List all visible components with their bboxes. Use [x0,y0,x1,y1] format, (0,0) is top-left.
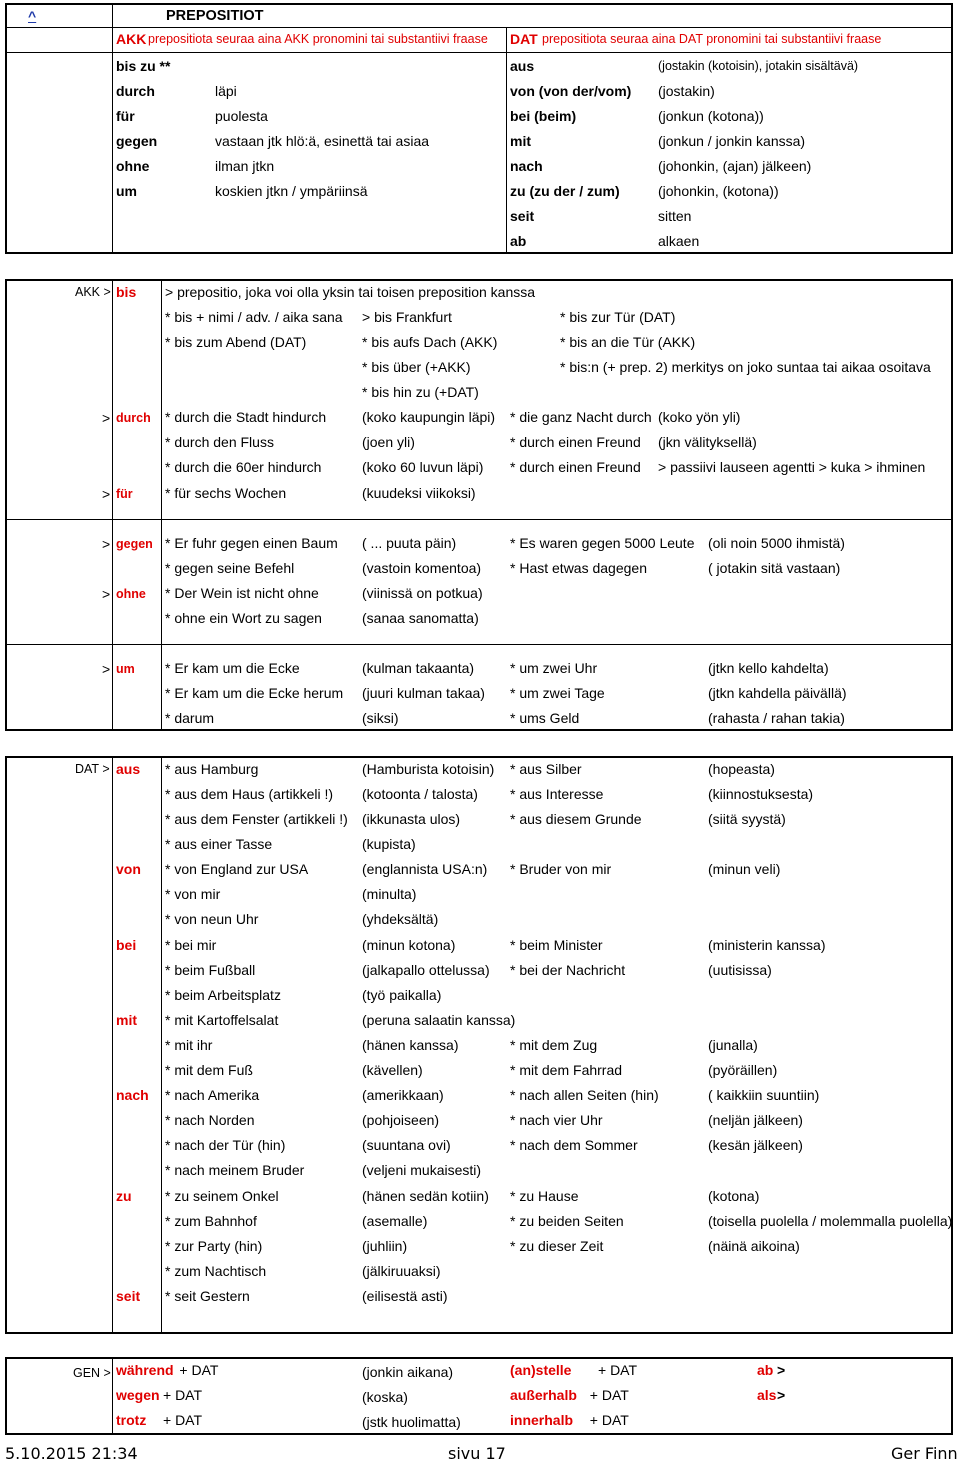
group-marker: > [102,586,111,602]
aus-example: (kupista) [362,836,416,852]
nach-example: * nach meinem Bruder [165,1162,305,1178]
fur-example: (kuudeksi viikoksi) [362,485,476,501]
aus-example: * aus dem Haus (artikkeli !) [165,786,334,802]
prep-label-seit: seit [116,1288,141,1304]
dat-summary-translation: (jostakin (kotoisin), jotakin sisältävä) [658,59,859,73]
gen-arrow: > [777,1387,786,1403]
bei-example: (työ paikalla) [362,987,442,1003]
gen-case: + DAT [179,1362,219,1378]
prep-label-durch: durch [116,411,151,425]
gen-case: + DAT [589,1412,629,1428]
aus-example: * aus einer Tasse [165,836,273,852]
dat-summary-preposition: zu (zu der / zum) [510,183,620,199]
durch-example: (jkn välityksellä) [658,434,757,450]
mit-example: * mit dem Fuß [165,1062,253,1078]
group-marker: > [102,536,111,552]
zu-example: (hänen sedän kotiin) [362,1188,489,1204]
ohne-example: * ohne ein Wort zu sagen [165,610,322,626]
gegen-example: (vastoin komentoa) [362,560,482,576]
akk-header-label: AKK [116,31,147,47]
group-marker: > [102,410,111,426]
prep-label-fur: für [116,487,133,501]
bei-example: (ministerin kanssa) [708,937,826,953]
von-example: (yhdeksältä) [362,911,439,927]
akk-summary-preposition: gegen [116,133,158,149]
von-example: (englannista USA:n) [362,861,488,877]
durch-example: * durch einen Freund [510,434,641,450]
gen-preposition: trotz [116,1412,147,1428]
aus-example: * aus Hamburg [165,761,259,777]
gen-preposition: als [757,1387,777,1403]
dat-summary-translation: (johonkin, (kotona)) [658,183,779,199]
dat-summary-translation: (jonkun (kotona)) [658,108,764,124]
dat-summary-preposition: ab [510,233,527,249]
mit-example: (junalla) [708,1037,758,1053]
zu-example: (jälkiruuaksi) [362,1263,441,1279]
gegen-example: * gegen seine Befehl [165,560,295,576]
von-example: * von mir [165,886,221,902]
gen-arrow: > [777,1362,786,1378]
akk-summary-translation: vastaan jtk hlö:ä, esinettä tai asiaa [215,133,430,149]
bei-example: * bei der Nachricht [510,962,626,978]
durch-example: > passiivi lauseen agentti > kuka > ihminen [658,459,926,475]
nach-example: (suuntana ovi) [362,1137,451,1153]
durch-example: (koko kaupungin läpi) [362,409,496,425]
dat-summary-translation: alkaen [658,233,700,249]
von-example: * Bruder von mir [510,861,612,877]
aus-example: * aus Silber [510,761,582,777]
prep-label-zu: zu [116,1188,132,1204]
nach-example: (amerikkaan) [362,1087,444,1103]
durch-example: (joen yli) [362,434,415,450]
akk-summary-translation: ilman jtkn [215,158,275,174]
durch-example: * die ganz Nacht durch [510,409,652,425]
dat-summary-preposition: von (von der/vom) [510,83,632,99]
prep-label-gegen: gegen [116,537,153,551]
nach-example: * nach dem Sommer [510,1137,638,1153]
um-example: (rahasta / rahan takia) [708,710,845,726]
bei-example: * beim Arbeitsplatz [165,987,281,1003]
gegen-example: ( jotakin sitä vastaan) [708,560,841,576]
durch-example: (koko 60 luvun läpi) [362,459,484,475]
dat-summary-preposition: aus [510,58,535,74]
bis-example: * bis hin zu (+DAT) [362,384,479,400]
um-example: (jtkn kello kahdelta) [708,660,829,676]
zu-example: * zu beiden Seiten [510,1213,624,1229]
bis-example: * bis zur Tür (DAT) [560,309,676,325]
prep-label-bis: bis [116,284,137,300]
gen-case: + DAT [163,1387,203,1403]
footer-page: sivu 17 [448,1444,506,1463]
ohne-example: (viinissä on potkua) [362,585,483,601]
bis-intro: > prepositio, joka voi olla yksin tai toisen preposition kanssa [165,284,536,300]
gen-case: + DAT [598,1362,638,1378]
dat-detail-box [5,756,953,1334]
dat-summary-preposition: nach [510,158,543,174]
um-example: * darum [165,710,215,726]
gegen-example: (oli noin 5000 ihmistä) [708,535,845,551]
back-to-top-link[interactable]: ^ [28,8,37,24]
akk-summary-preposition: durch [116,83,155,99]
bei-example: (uutisissa) [708,962,772,978]
aus-example: (siitä syystä) [708,811,786,827]
gegen-example: * Er fuhr gegen einen Baum [165,535,338,551]
prep-label-aus: aus [116,761,141,777]
gen-case: + DAT [589,1387,629,1403]
nach-example: (neljän jälkeen) [708,1112,803,1128]
nach-example: (veljeni mukaisesti) [362,1162,482,1178]
aus-example: (ikkunasta ulos) [362,811,461,827]
dat-summary-preposition: seit [510,208,535,224]
footer-doc: Ger Finn [891,1444,958,1463]
group-marker: > [102,661,111,677]
gen-preposition: ab [757,1362,774,1378]
gen-case-label: GEN > [73,1366,111,1380]
von-example: * von neun Uhr [165,911,259,927]
akk-summary-translation: läpi [215,83,237,99]
nach-example: ( kaikkiin suuntiin) [708,1087,820,1103]
bis-example: * bis an die Tür (AKK) [560,334,696,350]
von-example: (minun veli) [708,861,781,877]
prep-label-mit: mit [116,1012,137,1028]
durch-example: (koko yön yli) [658,409,741,425]
mit-example: * mit ihr [165,1037,213,1053]
dat-summary-translation: (johonkin, (ajan) jälkeen) [658,158,812,174]
um-example: * ums Geld [510,710,580,726]
prep-label-um: um [116,662,135,676]
aus-example: * aus diesem Grunde [510,811,642,827]
dat-summary-preposition: bei (beim) [510,108,577,124]
gen-preposition: außerhalb [510,1387,577,1403]
zu-example: (kotona) [708,1188,760,1204]
aus-example: * aus Interesse [510,786,604,802]
um-example: (kulman takaanta) [362,660,475,676]
bis-note: * bis:n (+ prep. 2) merkitys on joko suntaa tai aikaa osoitava [560,359,931,375]
zu-example: (juhliin) [362,1238,408,1254]
akk-case-label: AKK > [75,285,111,299]
um-example: (juuri kulman takaa) [362,685,485,701]
mit-example: (pyöräillen) [708,1062,778,1078]
bis-example: * bis über (+AKK) [362,359,471,375]
page-title: PREPOSITIOT [166,8,264,24]
aus-example: (kiinnostuksesta) [708,786,814,802]
mit-example: (kävellen) [362,1062,423,1078]
zu-example: (toisella puolella / molemmalla puolella) [708,1213,953,1229]
akk-summary-preposition: für [116,108,135,124]
zu-example: * zum Bahnhof [165,1213,257,1229]
aus-example: (kotoonta / talosta) [362,786,478,802]
um-example: (siksi) [362,710,399,726]
prep-label-ohne: ohne [116,587,146,601]
fur-example: * für sechs Wochen [165,485,287,501]
mit-example: * mit dem Zug [510,1037,598,1053]
nach-example: (pohjoiseen) [362,1112,440,1128]
group-marker: > [102,486,111,502]
durch-example: * durch einen Freund [510,459,641,475]
gegen-example: * Es waren gegen 5000 Leute [510,535,695,551]
zu-example: (asemalle) [362,1213,428,1229]
dat-case-label: DAT > [75,762,110,776]
von-example: * von England zur USA [165,861,309,877]
um-example: * Er kam um die Ecke [165,660,300,676]
gegen-example: * Hast etwas dagegen [510,560,647,576]
gegen-example: ( ... puuta päin) [362,535,457,551]
nach-example: * nach Norden [165,1112,255,1128]
bis-example: * bis aufs Dach (AKK) [362,334,498,350]
aus-example: (hopeasta) [708,761,775,777]
bei-example: * beim Minister [510,937,603,953]
seit-example: (eilisestä asti) [362,1288,448,1304]
prep-label-von: von [116,861,141,877]
durch-example: * durch den Fluss [165,434,274,450]
akk-summary-preposition: ohne [116,158,150,174]
bis-example: * bis + nimi / adv. / aika sana [165,309,343,325]
nach-example: * nach allen Seiten (hin) [510,1087,659,1103]
gen-preposition: (an)stelle [510,1362,572,1378]
nach-example: * nach Amerika [165,1087,260,1103]
gen-preposition: wegen [116,1387,160,1403]
gen-case: + DAT [163,1412,203,1428]
bei-example: (jalkapallo ottelussa) [362,962,490,978]
zu-example: * zu Hause [510,1188,579,1204]
von-example: (minulta) [362,886,417,902]
gen-preposition: innerhalb [510,1412,574,1428]
prep-label-nach: nach [116,1087,149,1103]
durch-example: * durch die Stadt hindurch [165,409,327,425]
nach-example: (kesän jälkeen) [708,1137,803,1153]
akk-summary-translation: puolesta [215,108,268,124]
nach-example: * nach vier Uhr [510,1112,603,1128]
um-example: (jtkn kahdella päivällä) [708,685,847,701]
aus-example: * aus dem Fenster (artikkeli !) [165,811,348,827]
seit-example: * seit Gestern [165,1288,250,1304]
gen-translation: (jstk huolimatta) [362,1414,461,1430]
dat-summary-translation: sitten [658,208,692,224]
mit-example: (peruna salaatin kanssa) [362,1012,516,1028]
dat-summary-translation: (jonkun / jonkin kanssa) [658,133,806,149]
zu-example: * zu seinem Onkel [165,1188,279,1204]
um-example: * Er kam um die Ecke herum [165,685,344,701]
akk-summary-translation: koskien jtkn / ympäriinsä [215,183,368,199]
zu-example: * zu dieser Zeit [510,1238,604,1254]
zu-example: * zur Party (hin) [165,1238,263,1254]
dat-header-desc: prepositiota seuraa aina DAT pronomini tai substantiivi fraase [542,32,882,46]
aus-example: (Hamburista kotoisin) [362,761,495,777]
bis-example: * bis zum Abend (DAT) [165,334,307,350]
gen-preposition: während [116,1362,174,1378]
um-example: * um zwei Uhr [510,660,598,676]
akk-summary-preposition: bis zu ** [116,58,171,74]
zu-example: (näinä aikoina) [708,1238,800,1254]
zu-example: * zum Nachtisch [165,1263,267,1279]
gen-translation: (jonkin aikana) [362,1364,454,1380]
mit-example: * mit dem Fahrrad [510,1062,623,1078]
mit-example: * mit Kartoffelsalat [165,1012,279,1028]
nach-example: * nach der Tür (hin) [165,1137,286,1153]
dat-summary-translation: (jostakin) [658,83,715,99]
prep-label-bei: bei [116,937,137,953]
dat-header-label: DAT [510,31,538,47]
footer-date: 5.10.2015 21:34 [5,1444,138,1463]
gen-translation: (koska) [362,1389,408,1405]
ohne-example: (sanaa sanomatta) [362,610,479,626]
ohne-example: * Der Wein ist nicht ohne [165,585,319,601]
bis-example: > bis Frankfurt [362,309,452,325]
akk-summary-preposition: um [116,183,137,199]
dat-summary-preposition: mit [510,133,531,149]
durch-example: * durch die 60er hindurch [165,459,322,475]
um-example: * um zwei Tage [510,685,605,701]
akk-header-desc: prepositiota seuraa aina AKK pronomini tai substantiivi fraase [148,32,488,46]
bei-example: * beim Fußball [165,962,256,978]
mit-example: (hänen kanssa) [362,1037,459,1053]
bei-example: * bei mir [165,937,217,953]
bei-example: (minun kotona) [362,937,456,953]
